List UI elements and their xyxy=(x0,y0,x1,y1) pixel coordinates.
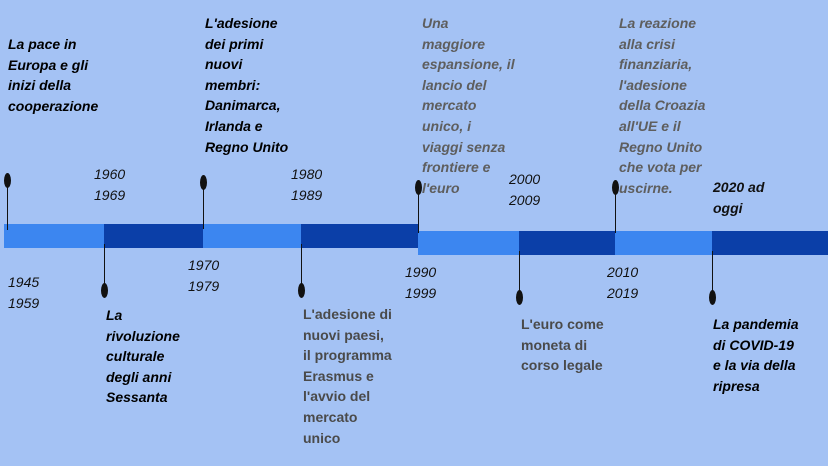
event-line: L'euro come xyxy=(521,316,604,332)
year-start: 1960 xyxy=(94,166,126,182)
marker-pin-1970 xyxy=(200,175,207,190)
event-line: e la via della xyxy=(713,357,796,374)
timeline-segment-2010 xyxy=(615,231,712,255)
year-label-1970 xyxy=(188,255,219,296)
event-line: lancio del xyxy=(422,76,487,93)
event-line: moneta di xyxy=(521,336,588,353)
year-end: 1969 xyxy=(94,186,126,203)
event-line: culturale xyxy=(106,348,165,365)
marker-pin-1990 xyxy=(415,180,422,195)
event-line: che vota per xyxy=(619,159,702,176)
year-end: 1999 xyxy=(405,284,437,301)
event-line: l'adesione xyxy=(619,76,687,93)
event-line: maggiore xyxy=(422,35,486,52)
event-line: La xyxy=(106,307,123,323)
event-line: La reazione xyxy=(619,15,697,31)
timeline-segment-2000 xyxy=(519,231,615,255)
year-start: 1990 xyxy=(405,264,437,280)
event-line: l'avvio del xyxy=(303,388,371,405)
event-line: Sessanta xyxy=(106,389,168,406)
event-line: frontiere e xyxy=(422,159,491,176)
event-line: La pace in xyxy=(8,36,77,52)
year-end: oggi xyxy=(713,199,743,216)
event-text-1945 xyxy=(8,34,98,116)
marker-pin-2020 xyxy=(709,290,716,305)
year-label-1990 xyxy=(405,262,436,303)
event-line: all'UE e il xyxy=(619,117,681,134)
event-text-1970 xyxy=(205,13,288,157)
year-end: 2019 xyxy=(607,284,639,301)
event-line: Erasmus e xyxy=(303,367,374,384)
year-label-2010 xyxy=(607,262,638,303)
event-line: Regno Unito xyxy=(619,138,703,155)
timeline-segment-1945 xyxy=(4,224,104,248)
event-line: viaggi senza xyxy=(422,138,506,155)
timeline-segment-1990 xyxy=(418,231,519,255)
event-line: dei primi xyxy=(205,35,264,52)
event-line: mercato xyxy=(422,97,477,114)
event-line: degli anni xyxy=(106,368,172,385)
year-start: 2020 ad xyxy=(713,179,765,195)
year-end: 1979 xyxy=(188,277,220,294)
event-line: nuovi xyxy=(205,56,243,73)
event-line: della Croazia xyxy=(619,97,706,114)
year-start: 1970 xyxy=(188,257,220,273)
marker-pin-2000 xyxy=(516,290,523,305)
event-text-2020 xyxy=(713,314,799,396)
timeline-segment-1980 xyxy=(301,224,418,248)
timeline-segment-1960 xyxy=(104,224,203,248)
year-start: 1980 xyxy=(291,166,323,182)
event-line: Europa e gli xyxy=(8,56,89,73)
event-line: Irlanda e xyxy=(205,117,263,134)
event-line: di COVID-19 xyxy=(713,336,794,353)
event-line: mercato xyxy=(303,408,358,425)
event-line: inizi della xyxy=(8,77,72,94)
year-label-1945 xyxy=(8,272,39,313)
event-line: unico, i xyxy=(422,117,471,134)
event-line: cooperazione xyxy=(8,97,99,114)
year-start: 2000 xyxy=(509,171,541,187)
event-line: Una xyxy=(422,15,449,31)
marker-pin-1980 xyxy=(298,283,305,298)
year-start: 2010 xyxy=(607,264,639,280)
marker-pin-2010 xyxy=(612,180,619,195)
event-line: La pandemia xyxy=(713,316,799,332)
event-line: ripresa xyxy=(713,377,760,394)
event-line: unico xyxy=(303,429,341,446)
event-line: espansione, il xyxy=(422,56,515,73)
event-line: il programma xyxy=(303,347,392,364)
event-line: Danimarca, xyxy=(205,97,281,114)
year-label-1960 xyxy=(94,164,125,205)
year-start: 1945 xyxy=(8,274,40,290)
event-line: Regno Unito xyxy=(205,138,289,155)
event-line: alla crisi xyxy=(619,35,676,52)
year-end: 1989 xyxy=(291,186,323,203)
event-line: L'adesione di xyxy=(303,306,392,322)
event-line: L'adesione xyxy=(205,15,278,31)
event-line: corso legale xyxy=(521,357,603,374)
timeline-segment-1970 xyxy=(203,224,301,248)
event-text-2000 xyxy=(521,314,604,376)
year-label-2020 xyxy=(713,177,764,218)
event-text-1980 xyxy=(303,304,392,448)
event-text-1960 xyxy=(106,305,180,408)
timeline-segment-2020 xyxy=(712,231,828,255)
event-line: uscirne. xyxy=(619,179,673,196)
year-end: 1959 xyxy=(8,294,40,311)
event-line: finanziaria, xyxy=(619,56,693,73)
marker-pin-1945 xyxy=(4,173,11,188)
event-line: membri: xyxy=(205,76,261,93)
marker-pin-1960 xyxy=(101,283,108,298)
year-end: 2009 xyxy=(509,191,541,208)
event-line: l'euro xyxy=(422,179,460,196)
event-text-2010 xyxy=(619,13,705,198)
event-text-1990 xyxy=(422,13,515,198)
event-line: nuovi paesi, xyxy=(303,326,384,343)
event-line: rivoluzione xyxy=(106,327,180,344)
year-label-1980 xyxy=(291,164,322,205)
